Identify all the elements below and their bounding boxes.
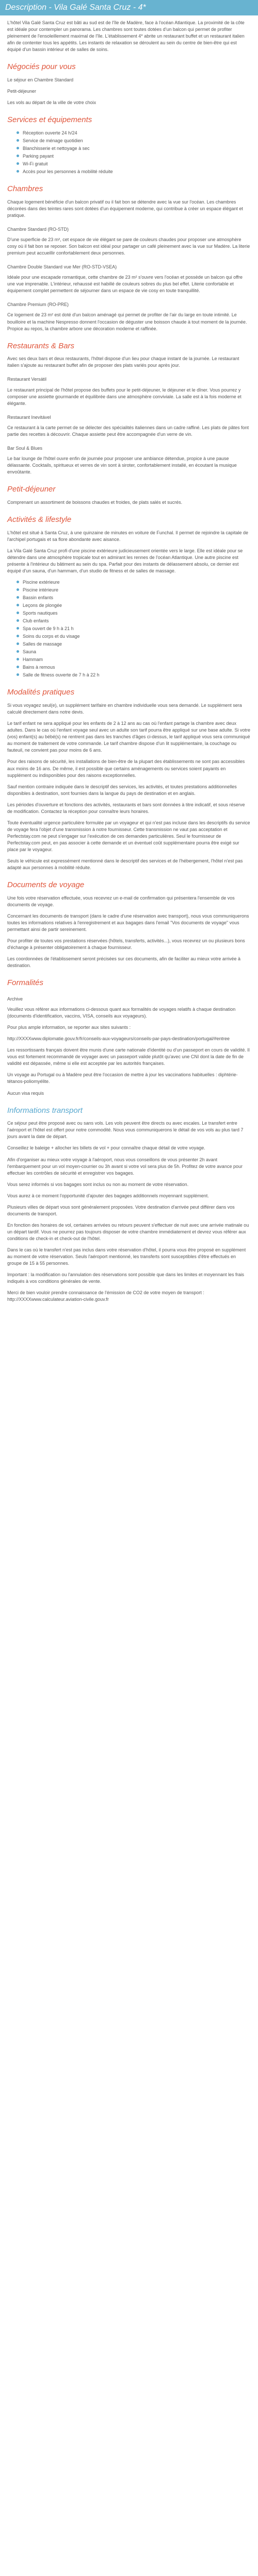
- bullet-icon: [17, 612, 19, 614]
- section-title-informations: Informations transport: [7, 1106, 83, 1115]
- section-title-modalites: Modalités pratiques: [7, 688, 75, 697]
- bullet-icon: [17, 588, 19, 591]
- informations-paragraph: Afin d'organiser au mieux votre voyage à l'aéroport, nous vous conseillons de vous présenter 2h avant l'embarquement pour un vol moyen-courrier ou 3h avant si votre vol sera plus de 5h. Profitez de votre avance pour effectuer les contrôles de sécurité et enregistrer vos bagages.: [7, 1157, 243, 1176]
- activity-item: Leçons de plongée: [23, 602, 62, 608]
- section-title-restaurants: Restaurants & Bars: [7, 341, 75, 350]
- activity-item: Salles de massage: [23, 641, 62, 647]
- services-item: Wi-Fi gratuit: [23, 161, 48, 167]
- negocies-item: Le séjour en Chambre Standard: [7, 77, 74, 82]
- list-item: [17, 595, 251, 601]
- restaurant-description: Ce restaurant à la carte permet de se délecter des spécialités italiennes dans un cadre raffiné. Les plats de pâtes font partie des recettes à découvrir. Chaque assiette peut être accompagnée d'un verre de vin.: [7, 425, 249, 437]
- restaurant-heading: Restaurant Versátil: [7, 377, 47, 382]
- section-title-negocies: Négociés pour vous: [7, 62, 76, 72]
- bullet-icon: [17, 673, 19, 676]
- informations-paragraph: En fonction des horaires de vol, certaines arrivées ou retours peuvent s'effectuer de nuit avec une arrivée matinale ou un départ tardif. Vous ne pourrez pas toujours disposer de votre chambre immédiatement et devrez vous référer aux conditions de check-in et check-out de l'hôtel.: [7, 1222, 249, 1241]
- section-title-documents: Documents de voyage: [7, 880, 85, 890]
- modalites-paragraph: Toute éventualité urgence particulière formulée par un voyageur et qui n'est pas incluse dans les descriptifs du service de voyage fera l'objet d'une transmission à notre fournisseur. Cette transmission ne vaut pas acceptation et Perfectstay.com ne peut s'engager sur l'exécution de ces demandes particulières. Seul le fournisseur de Perfectstay.com peut, en pas associer à cette demande et un éventuel coût supplémentaire pourra être exigé sur place par le voyageur.: [7, 820, 250, 852]
- activity-item: Hammam: [23, 657, 43, 663]
- informations-paragraph: Ce séjour peut être proposé avec ou sans vols. Les vols peuvent être directs ou avec escales. Le transfert entre l'aéroport et l'hôtel est offert pour notre commodité. Nous vous communiquerons le détail de vos vols au plus tard 7 jours avant la date de départ.: [7, 1121, 244, 1140]
- modalites-paragraph: Les périodes d'ouverture et fonctions des activités, restaurants et bars sont données à titre indicatif, et sous réserve de modification. Contactez la réception pour connaître leurs horaires.: [7, 802, 245, 814]
- petitdej-text: Comprenant un assortiment de boissons chaudes et froides, de plats salés et sucrés.: [7, 499, 183, 505]
- documents-paragraph: Pour profiter de toutes vos prestations réservées (hôtels, transferts, activités...), vous recevrez un ou plusieurs bons d'échange à présenter obligatoirement à chaque fournisseur.: [7, 938, 245, 951]
- bullet-icon: [17, 658, 19, 660]
- intro-paragraph: L'hôtel Vila Galé Santa Cruz est bâti au sud est de l'île de Madère, face à l'océan Atlantique. La proximité de la côte est idéale pour contempler un panorama. Les chambres sont toutes dotées d'un balcon qui permet de profiter pleinement de l'ensoleillement maximal de l'île. L'établissement 4* abrite un restaurant buffet et un restaurant italien afin de contenter tous les appétits. Les instants de relaxation se déroulent au sein du centre de bien-être qui est équipé d'un bassin intérieur et de salles de soins.: [7, 20, 245, 53]
- formalites-heading: Archive: [7, 996, 23, 1002]
- bullet-icon: [17, 162, 19, 165]
- room-description: Ce logement de 23 m² est doté d'un balcon aménagé qui permet de profiter de l'air du large en toute intimité. Le bouilloire et la machine Nespresso donnent l'occasion de déguster une boisson chaude à tout moment de la journée. Propice au repos, la chambre arbore une décoration moderne et raffinée.: [7, 312, 247, 331]
- modalites-paragraph: Pour des raisons de sécurité, les installations de bien-être de la plupart des établissements ne sont pas accessibles aux moins de 16 ans. De même, il est possible que certains aménagements ou services soient payants en supplément ou indisponibles pour des raisons exceptionnelles.: [7, 759, 245, 778]
- services-item: Accès pour les personnes à mobilité réduite: [23, 169, 113, 175]
- documents-paragraph: Une fois votre réservation effectuée, vous recevrez un e-mail de confirmation qui présentera l'ensemble de vos documents de voyage.: [7, 895, 235, 907]
- room-heading: Chambre Premium (RO-PRE): [7, 302, 69, 308]
- list-item: [17, 672, 251, 679]
- modalites-paragraph: Si vous voyagez seul(e), un supplément tarifaire en chambre individuelle vous sera demandé. Le supplément sera calculé directement dans notre devis.: [7, 703, 242, 715]
- bullet-icon: [17, 666, 19, 668]
- formalites-paragraph: Les ressortissants français doivent être munis d'une carte nationale d'identité ou d'un passeport en cours de validité. Il vous est fortement recommandé de voyager avec un passeport valide plutôt qu'avec une CNI dont la date de fin de validité est dépassée, même si elle est acceptée par les autorités françaises.: [7, 1047, 250, 1066]
- modalites-paragraph: Sauf mention contraire indiquée dans le descriptif des services, les activités, et toutes prestations additionnelles disponibles à destination, sont fournies dans la langue du pays de destination et en anglais.: [7, 784, 237, 796]
- services-list: [7, 130, 251, 175]
- room-heading: Chambre Double Standard vue Mer (RO-STD-VSEA): [7, 264, 117, 270]
- formalites-paragraph: Veuillez vous référer aux informations ci-dessous quant aux formalités de voyages relatifs à chaque destination (documents d'identification, vaccins, VISA, conseils aux voyageurs).: [7, 1007, 236, 1019]
- restaurant-heading: Bar Soul & Blues: [7, 445, 43, 451]
- informations-paragraph: Important : la modification ou l'annulation des réservations sont possible que dans les limites et moyennant les frais indiqués à vos conditions générales de vente.: [7, 1272, 244, 1284]
- activites-list: [7, 579, 251, 679]
- list-item: [17, 602, 251, 609]
- bullet-icon: [17, 131, 19, 134]
- bullet-icon: [17, 619, 19, 622]
- list-item: [17, 168, 251, 175]
- modalites-paragraph: Seuls le véhicule est expressément mentionné dans le descriptif des services et de l'hébergement, l'hôtel n'est pas adapté aux personnes à mobilité réduite.: [7, 858, 243, 871]
- modalites-paragraph: Le tarif enfant ne sera appliqué pour les enfants de 2 à 12 ans au cas où l'enfant partage la chambre avec deux adultes. Dans le cas où l'enfant voyage seul avec un adulte son tarif pourra être appliqué sur une base adulte. Si votre (vos) enfant(s) au bébé(s) ne rentrent pas dans les tranches d'âges ci-dessus, le tarif appliqué vous sera communiqué au moment de traitement de votre commande. Le tarif chambre dispose d'un lit supplémentaire, la couchage ou fauteuil, ne convient pas pour moins de 6 ans.: [7, 721, 251, 753]
- bullet-icon: [17, 596, 19, 599]
- negocies-item: Les vols au départ de la ville de votre choix: [7, 100, 96, 106]
- content: [0, 15, 258, 1318]
- list-item: [17, 633, 251, 640]
- informations-paragraph: Plusieurs villes de départ vous sont généralement proposées. Votre destination d'arrivée peut différer dans vos documents de transport.: [7, 1204, 235, 1216]
- formalites-paragraph: Aucun visa requis: [7, 1090, 44, 1096]
- list-item: [17, 161, 251, 167]
- activity-item: Sports nautiques: [23, 610, 58, 616]
- restaurant-description: Le restaurant principal de l'hôtel propose des buffets pour le petit-déjeuner, le déjeuner et le dîner. Vous pourrez y composer une assiette gourmande et équilibrée dans une atmosphère conviviale. La salle est à la fois moderne et élégante.: [7, 387, 241, 406]
- section-title-petitdej: Petit-déjeuner: [7, 484, 56, 494]
- room-description: Idéale pour une escapade romantique, cette chambre de 23 m² s'ouvre vers l'océan et possède un balcon qui offre une vue imprenable. L'intérieur, rehaussé est habillé de couleurs sobres du plus bel effet. Literie confortable et équipement complet permettent de séjourner dans un espace de vie cosy en toute tranquillité.: [7, 275, 243, 294]
- list-item: [17, 587, 251, 594]
- bullet-icon: [17, 650, 19, 653]
- list-item: [17, 130, 251, 137]
- bullet-icon: [17, 635, 19, 637]
- section-title-services: Services et équipements: [7, 115, 92, 125]
- bullet-icon: [17, 581, 19, 583]
- list-item: [17, 153, 251, 160]
- room-description: D'une superficie de 23 m², cet espace de vie élégant se pare de couleurs chaudes pour proposer une atmosphère cosy où il fait bon se reposer. Son balcon est idéal pour partager un café pleinement avec la vue sur Madère. La literie premium peut accueillir confortablement deux personnes.: [7, 237, 250, 256]
- section-title-chambres: Chambres: [7, 184, 43, 194]
- activites-paragraph: L'hôtel est situé à Santa Cruz, à une quinzaine de minutes en voiture de Funchal. Il permet de rejoindre la capitale de l'archipel portugais et sa flore abondante avec aisance.: [7, 530, 249, 542]
- bullet-icon: [17, 642, 19, 645]
- services-item: Parking payant: [23, 154, 54, 159]
- restaurant-description: Le bar lounge de l'hôtel ouvre enfin de journée pour proposer une ambiance détendue, propice à une pause délassante. Cocktails, spiritueux et verres de vin sont à siroter, confortablement installé, en écoutant la musique envoûtante.: [7, 455, 237, 474]
- bullet-icon: [17, 155, 19, 157]
- activity-item: Bassin enfants: [23, 595, 54, 600]
- list-item: [17, 145, 251, 152]
- informations-paragraph: Merci de bien vouloir prendre connaissance de l'émission de CO2 de votre moyen de transport : http://XXXXwww.calculateur.aviation-civile.gouv.fr: [7, 1290, 204, 1302]
- negocies-item: Petit-déjeuner: [7, 89, 37, 94]
- formalites-link: http://XXXXwww.diplomatie.gouv.fr/fr/conseils-aux-voyageurs/conseils-par-pays-destination/portugal/#entree: [7, 1036, 230, 1042]
- page-title: Description - Vila Galé Santa Cruz - 4*: [5, 3, 146, 12]
- list-item: [17, 138, 251, 144]
- bullet-icon: [17, 147, 19, 149]
- header-banner: [0, 0, 258, 15]
- activity-item: Sauna: [23, 649, 37, 655]
- activity-item: Club enfants: [23, 618, 49, 624]
- activites-paragraph: La Vila Galé Santa Cruz profi d'une piscine extérieure judicieusement orientée vers le large. Elle est idéale pour se détendre dans une atmosphère tropicale tout en admirant les rennes de l'océan Atlantique. Une autre piscine est présente à l'intérieur du bâtiment au sein du spa. Parfait pour des instants de délassement absolu, ce dernier est équipé d'un sauna, d'un hammam, d'un studio de fitness et de salles de massage.: [7, 548, 243, 573]
- section-title-formalites: Formalités: [7, 978, 44, 988]
- informations-paragraph: Vous aurez à ce moment l'opportunité d'ajouter des bagages additionnels moyennant supplément.: [7, 1193, 209, 1198]
- services-item: Blanchisserie et nettoyage à sec: [23, 145, 90, 151]
- list-item: [17, 625, 251, 632]
- list-item: [17, 610, 251, 617]
- formalites-paragraph: Pour plus ample information, se reporter aux sites suivants :: [7, 1025, 131, 1030]
- activity-item: Salle de fitness ouverte de 7 h à 22 h: [23, 672, 100, 678]
- documents-paragraph: Les coordonnées de l'établissement seront précisées sur ces documents, afin de faciliter au mieux votre arrivée à destination.: [7, 956, 240, 969]
- bullet-icon: [17, 627, 19, 630]
- list-item: [17, 618, 251, 624]
- activity-item: Piscine extérieure: [23, 579, 60, 585]
- activity-item: Spa ouvert de 9 h à 21 h: [23, 626, 74, 632]
- services-item: Réception ouverte 24 h/24: [23, 130, 77, 135]
- bullet-icon: [17, 139, 19, 142]
- activity-item: Piscine intérieure: [23, 587, 59, 592]
- activity-item: Bains à remous: [23, 665, 55, 670]
- informations-paragraph: Dans le cas où le transfert n'est pas inclus dans votre réservation d'hôtel, il pourra vous être proposé en supplément au moment de votre réservation. Seuls l'aéroport mentionné, les transferts sont susceptibles d'être effectués en groupe de 15 à 55 personnes.: [7, 1247, 246, 1266]
- services-item: Service de ménage quotidien: [23, 138, 83, 143]
- documents-paragraph: Concernant les documents de transport (dans le cadre d'une réservation avec transport), nous vous communiquerons toutes les informations relatives à l'enregistrement et aux bagages dans l'email "Vos documents de voyage" vous permettant ainsi de partir sereinement.: [7, 913, 249, 933]
- chambres-intro: Chaque logement bénéficie d'un balcon privatif ou il fait bon se détendre avec la vue sur l'océan. Les chambres décorées dans des teintes rares sont dotées d'un équipement moderne, qui contribue à créer un espace élégant et pratique.: [7, 199, 244, 218]
- activity-item: Soins du corps et du visage: [23, 634, 80, 639]
- bullet-icon: [17, 604, 19, 606]
- informations-paragraph: Vous serez informés si vos bagages sont inclus ou non au moment de votre réservation.: [7, 1181, 189, 1187]
- list-item: [17, 664, 251, 671]
- list-item: [17, 579, 251, 586]
- room-heading: Chambre Standard (RO-STD): [7, 227, 69, 232]
- bullet-icon: [17, 170, 19, 173]
- list-item: [17, 641, 251, 648]
- section-title-activites: Activités & lifestyle: [7, 515, 72, 524]
- informations-paragraph: Conseillez le baleige + allocher les billets de vol + pour connaître chaque détail de votre voyage.: [7, 1145, 205, 1151]
- restaurants-intro: Avec ses deux bars et deux restaurants, l'hôtel dispose d'un lieu pour chaque instant de la journée. Le restaurant italien s'ajoute au restaurant buffet afin de proposer des plats variés pour après jour.: [7, 356, 239, 368]
- list-item: [17, 656, 251, 663]
- restaurant-heading: Restaurant Inevitável: [7, 414, 51, 420]
- formalites-paragraph: Un voyage au Portugal ou à Madère peut être l'occasion de mettre à jour les vaccinations habituelles : diphtérie-tétanos-poliomyélite.: [7, 1072, 238, 1084]
- list-item: [17, 649, 251, 655]
